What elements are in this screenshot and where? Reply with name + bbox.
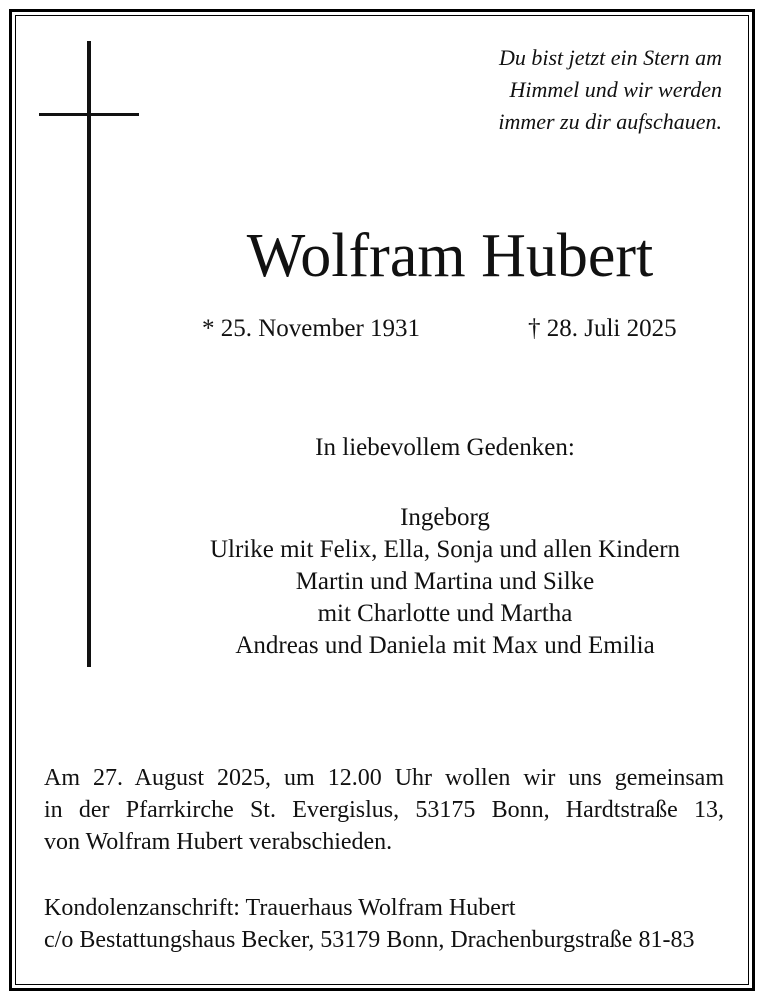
birth-date: * 25. November 1931 [202, 315, 421, 342]
quote [402, 42, 722, 138]
condolence-address [44, 892, 724, 956]
service-announcement [44, 762, 724, 858]
family-line: Ingeborg [400, 504, 490, 531]
condolence-line: Kondolenzanschrift: Trauerhaus Wolfram Hubert [44, 895, 516, 921]
quote-line: immer zu dir aufschauen. [498, 109, 722, 134]
service-line: von Wolfram Hubert verabschieden. [44, 829, 393, 855]
family-line: mit Charlotte und Martha [317, 600, 573, 627]
cross-horizontal-bar [39, 113, 139, 116]
death-date: † 28. Juli 2025 [528, 315, 677, 342]
memory-heading: In liebevollem Gedenken: [315, 434, 575, 461]
family-line: Andreas und Daniela mit Max und Emilia [235, 632, 655, 659]
family-line: Ulrike mit Felix, Ella, Sonja und allen Kindern [209, 536, 681, 563]
deceased-name: Wolfram Hubert [246, 222, 654, 290]
family-list [150, 502, 740, 662]
service-line: Am 27. August 2025, um 12.00 Uhr wollen wir uns gemeinsam [44, 765, 724, 791]
service-line: in der Pfarrkirche St. Evergislus, 53175 Bonn, Hardtstraße 13, [44, 797, 724, 823]
cross-vertical-bar [87, 41, 91, 667]
quote-line: Himmel und wir werden [509, 77, 722, 102]
quote-line: Du bist jetzt ein Stern am [498, 45, 722, 70]
family-line: Martin und Martina und Silke [295, 568, 595, 595]
condolence-line: c/o Bestattungshaus Becker, 53179 Bonn, Drachenburgstraße 81-83 [44, 927, 695, 953]
